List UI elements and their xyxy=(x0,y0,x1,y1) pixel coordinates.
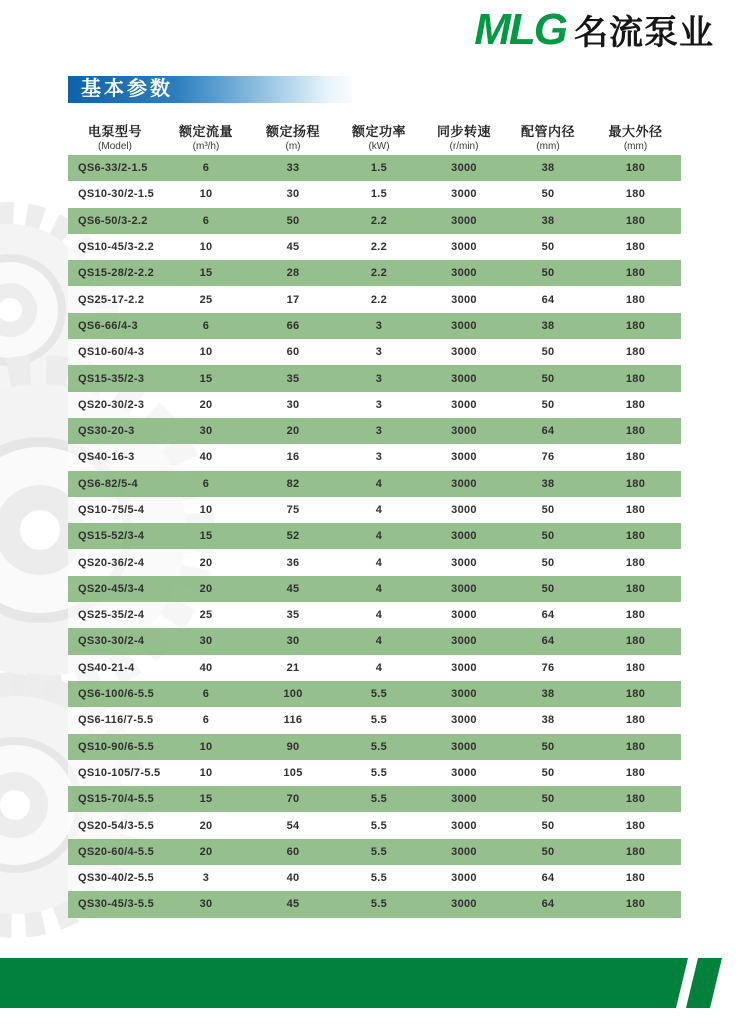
table-row xyxy=(68,734,681,760)
value-cell: 180 xyxy=(625,661,646,674)
value-cell: 30 xyxy=(286,635,300,648)
value-cell: 70 xyxy=(286,793,300,806)
value-cell: 2.2 xyxy=(370,267,388,280)
model-cell: QS10-90/6-5.5 xyxy=(78,740,155,753)
model-cell: QS6-50/3-2.2 xyxy=(78,214,148,227)
value-cell: 50 xyxy=(541,530,555,543)
value-cell: 25 xyxy=(199,293,213,306)
value-cell: 4 xyxy=(375,556,383,569)
value-cell: 15 xyxy=(199,793,213,806)
footer-band xyxy=(0,958,750,1008)
value-cell: 105 xyxy=(283,766,303,779)
value-cell: 3 xyxy=(375,372,383,385)
value-cell: 50 xyxy=(541,267,555,280)
value-cell: 1.5 xyxy=(370,188,388,201)
value-cell: 3000 xyxy=(451,319,477,332)
value-cell: 10 xyxy=(199,346,213,359)
table-row xyxy=(68,549,681,575)
model-cell: QS6-100/6-5.5 xyxy=(78,688,155,701)
value-cell: 76 xyxy=(541,661,555,674)
value-cell: 3000 xyxy=(451,845,477,858)
value-cell: 3000 xyxy=(451,714,477,727)
column-header-3 xyxy=(336,117,422,155)
table-body xyxy=(68,155,681,918)
table-row xyxy=(68,655,681,681)
column-header-label: 额定功率 xyxy=(351,123,406,139)
value-cell: 90 xyxy=(286,740,300,753)
brand-logo-mark: MLG xyxy=(474,5,566,54)
model-cell: QS15-52/3-4 xyxy=(78,530,145,543)
column-header-unit: (r/min) xyxy=(449,140,479,152)
table-row xyxy=(68,260,681,286)
table-row xyxy=(68,313,681,339)
value-cell: 17 xyxy=(286,293,300,306)
value-cell: 4 xyxy=(375,477,383,490)
table-row xyxy=(68,497,681,523)
column-header-1 xyxy=(162,117,250,155)
value-cell: 180 xyxy=(625,740,646,753)
value-cell: 35 xyxy=(286,609,300,622)
value-cell: 3000 xyxy=(451,451,477,464)
column-header-label: 最大外径 xyxy=(608,123,663,139)
value-cell: 180 xyxy=(625,214,646,227)
value-cell: 60 xyxy=(286,346,300,359)
value-cell: 3000 xyxy=(451,267,477,280)
column-header-label: 同步转速 xyxy=(436,123,491,139)
model-cell: QS40-16-3 xyxy=(78,451,135,464)
value-cell: 50 xyxy=(286,214,300,227)
value-cell: 3000 xyxy=(451,504,477,516)
model-cell: QS6-116/7-5.5 xyxy=(78,714,154,727)
value-cell: 5.5 xyxy=(370,766,388,779)
value-cell: 180 xyxy=(625,293,646,306)
value-cell: 180 xyxy=(625,162,646,175)
value-cell: 180 xyxy=(625,267,646,280)
value-cell: 50 xyxy=(541,740,555,753)
model-cell: QS10-75/5-4 xyxy=(78,504,145,516)
value-cell: 6 xyxy=(202,214,210,227)
brand-logo-company-name: 名流泵业 xyxy=(574,13,714,52)
value-cell: 3000 xyxy=(451,530,477,543)
value-cell: 5.5 xyxy=(370,819,388,832)
value-cell: 50 xyxy=(541,188,555,201)
value-cell: 4 xyxy=(375,609,383,622)
footer-slash-shape xyxy=(686,958,722,1008)
column-header-4 xyxy=(422,117,506,155)
value-cell: 15 xyxy=(199,530,213,543)
value-cell: 3000 xyxy=(451,398,477,411)
value-cell: 38 xyxy=(541,319,555,332)
value-cell: 64 xyxy=(541,293,555,306)
value-cell: 64 xyxy=(541,609,555,622)
model-cell: QS30-45/3-5.5 xyxy=(78,898,155,911)
value-cell: 2.2 xyxy=(370,214,388,227)
value-cell: 3000 xyxy=(451,214,477,227)
value-cell: 180 xyxy=(625,346,646,359)
value-cell: 116 xyxy=(283,714,303,727)
table-row xyxy=(68,891,681,917)
value-cell: 45 xyxy=(286,582,300,595)
value-cell: 50 xyxy=(541,504,555,516)
table-row xyxy=(68,628,681,654)
value-cell: 20 xyxy=(199,556,213,569)
table-row xyxy=(68,339,681,365)
value-cell: 3000 xyxy=(451,635,477,648)
model-cell: QS15-70/4-5.5 xyxy=(78,793,155,806)
value-cell: 75 xyxy=(286,504,300,516)
value-cell: 180 xyxy=(625,425,646,438)
value-cell: 6 xyxy=(202,477,210,490)
value-cell: 30 xyxy=(199,425,213,438)
value-cell: 66 xyxy=(286,319,300,332)
value-cell: 38 xyxy=(541,714,555,727)
model-cell: QS10-105/7-5.5 xyxy=(78,766,161,779)
value-cell: 38 xyxy=(541,214,555,227)
table-row xyxy=(68,707,681,733)
value-cell: 50 xyxy=(541,819,555,832)
model-cell: QS20-30/2-3 xyxy=(78,398,145,411)
value-cell: 38 xyxy=(541,688,555,701)
value-cell: 3 xyxy=(202,872,210,885)
value-cell: 52 xyxy=(286,530,300,543)
column-header-unit: (mm) xyxy=(623,140,648,152)
footer-bar-shape xyxy=(0,958,688,1008)
table-row xyxy=(68,155,681,181)
value-cell: 180 xyxy=(625,688,646,701)
model-cell: QS40-21-4 xyxy=(78,661,135,674)
value-cell: 20 xyxy=(199,819,213,832)
table-row xyxy=(68,760,681,786)
model-cell: QS6-82/5-4 xyxy=(78,477,138,490)
value-cell: 82 xyxy=(286,477,300,490)
value-cell: 3000 xyxy=(451,740,477,753)
value-cell: 3000 xyxy=(451,582,477,595)
value-cell: 3 xyxy=(375,319,383,332)
value-cell: 6 xyxy=(202,714,210,727)
value-cell: 180 xyxy=(625,504,646,516)
table-row xyxy=(68,365,681,391)
value-cell: 3000 xyxy=(451,609,477,622)
table-row xyxy=(68,471,681,497)
value-cell: 6 xyxy=(202,162,210,175)
value-cell: 50 xyxy=(541,766,555,779)
value-cell: 3000 xyxy=(451,425,477,438)
value-cell: 180 xyxy=(625,372,646,385)
value-cell: 20 xyxy=(199,398,213,411)
column-header-label: 配管内径 xyxy=(520,123,575,139)
value-cell: 16 xyxy=(286,451,300,464)
model-cell: QS6-33/2-1.5 xyxy=(78,162,148,175)
table-row xyxy=(68,444,681,470)
value-cell: 3000 xyxy=(451,293,477,306)
table-row xyxy=(68,602,681,628)
value-cell: 180 xyxy=(625,530,646,543)
value-cell: 40 xyxy=(199,661,213,674)
value-cell: 180 xyxy=(625,872,646,885)
value-cell: 3000 xyxy=(451,188,477,201)
table-row xyxy=(68,418,681,444)
model-cell: QS20-60/4-5.5 xyxy=(78,845,155,858)
value-cell: 38 xyxy=(541,162,555,175)
model-cell: QS30-30/2-4 xyxy=(78,635,145,648)
value-cell: 5.5 xyxy=(370,688,388,701)
value-cell: 3000 xyxy=(451,819,477,832)
value-cell: 180 xyxy=(625,609,646,622)
value-cell: 4 xyxy=(375,530,383,543)
brand-logo xyxy=(474,5,714,54)
value-cell: 76 xyxy=(541,451,555,464)
value-cell: 20 xyxy=(199,845,213,858)
value-cell: 50 xyxy=(541,556,555,569)
value-cell: 5.5 xyxy=(370,845,388,858)
column-header-unit: (m) xyxy=(285,140,301,152)
model-cell: QS6-66/4-3 xyxy=(78,319,138,332)
value-cell: 10 xyxy=(199,740,213,753)
value-cell: 10 xyxy=(199,188,213,201)
table-row xyxy=(68,523,681,549)
value-cell: 3000 xyxy=(451,766,477,779)
value-cell: 64 xyxy=(541,898,555,911)
value-cell: 180 xyxy=(625,819,646,832)
column-header-6 xyxy=(590,117,681,155)
value-cell: 5.5 xyxy=(370,898,388,911)
value-cell: 50 xyxy=(541,582,555,595)
value-cell: 3 xyxy=(375,451,383,464)
value-cell: 4 xyxy=(375,504,383,516)
column-header-unit: (mm) xyxy=(536,140,560,152)
value-cell: 3000 xyxy=(451,661,477,674)
value-cell: 50 xyxy=(541,346,555,359)
value-cell: 10 xyxy=(199,766,213,779)
value-cell: 20 xyxy=(286,425,300,438)
value-cell: 2.2 xyxy=(370,241,388,254)
model-cell: QS15-35/2-3 xyxy=(78,372,145,385)
value-cell: 10 xyxy=(199,504,213,516)
table-row xyxy=(68,786,681,812)
table-row xyxy=(68,681,681,707)
table-row xyxy=(68,234,681,260)
value-cell: 180 xyxy=(625,845,646,858)
value-cell: 64 xyxy=(541,872,555,885)
value-cell: 15 xyxy=(199,267,213,280)
value-cell: 30 xyxy=(286,398,300,411)
column-header-unit: (kW) xyxy=(368,140,390,152)
model-cell: QS10-60/4-3 xyxy=(78,346,145,359)
table-row xyxy=(68,865,681,891)
value-cell: 1.5 xyxy=(370,162,388,175)
value-cell: 33 xyxy=(286,162,300,175)
value-cell: 5.5 xyxy=(370,793,388,806)
model-cell: QS25-17-2.2 xyxy=(78,293,145,306)
value-cell: 45 xyxy=(286,898,300,911)
value-cell: 3 xyxy=(375,398,383,411)
value-cell: 60 xyxy=(286,845,300,858)
value-cell: 64 xyxy=(541,635,555,648)
value-cell: 15 xyxy=(199,372,213,385)
table-row xyxy=(68,286,681,312)
value-cell: 50 xyxy=(541,241,555,254)
value-cell: 3000 xyxy=(451,898,477,911)
value-cell: 180 xyxy=(625,766,646,779)
value-cell: 45 xyxy=(286,241,300,254)
value-cell: 35 xyxy=(286,372,300,385)
value-cell: 30 xyxy=(199,898,213,911)
column-header-0 xyxy=(68,117,162,155)
value-cell: 6 xyxy=(202,688,210,701)
pump-parameters-table xyxy=(68,117,681,918)
value-cell: 20 xyxy=(199,582,213,595)
value-cell: 28 xyxy=(286,267,300,280)
model-cell: QS10-30/2-1.5 xyxy=(78,188,155,201)
model-cell: QS30-40/2-5.5 xyxy=(78,872,155,885)
table-header xyxy=(68,117,681,155)
value-cell: 100 xyxy=(283,688,303,701)
value-cell: 5.5 xyxy=(370,740,388,753)
value-cell: 6 xyxy=(202,319,210,332)
value-cell: 180 xyxy=(625,451,646,464)
column-header-label: 额定流量 xyxy=(178,123,233,139)
value-cell: 180 xyxy=(625,635,646,648)
table-header-row xyxy=(68,117,681,155)
column-header-5 xyxy=(506,117,590,155)
model-cell: QS20-36/2-4 xyxy=(78,556,145,569)
column-header-2 xyxy=(250,117,336,155)
value-cell: 5.5 xyxy=(370,714,388,727)
value-cell: 4 xyxy=(375,661,383,674)
model-cell: QS20-45/3-4 xyxy=(78,582,145,595)
column-header-unit: (Model) xyxy=(98,140,132,152)
value-cell: 3000 xyxy=(451,688,477,701)
section-title-bar xyxy=(68,76,352,103)
model-cell: QS30-20-3 xyxy=(78,425,135,438)
model-cell: QS10-45/3-2.2 xyxy=(78,241,155,254)
value-cell: 50 xyxy=(541,372,555,385)
value-cell: 5.5 xyxy=(370,872,388,885)
value-cell: 21 xyxy=(286,661,300,674)
value-cell: 2.2 xyxy=(370,293,388,306)
value-cell: 40 xyxy=(199,451,213,464)
value-cell: 50 xyxy=(541,398,555,411)
value-cell: 180 xyxy=(625,477,646,490)
table-row xyxy=(68,208,681,234)
value-cell: 4 xyxy=(375,582,383,595)
value-cell: 3000 xyxy=(451,556,477,569)
value-cell: 3000 xyxy=(451,162,477,175)
value-cell: 180 xyxy=(625,398,646,411)
value-cell: 180 xyxy=(625,898,646,911)
value-cell: 3000 xyxy=(451,346,477,359)
column-header-label: 电泵型号 xyxy=(87,123,142,139)
value-cell: 180 xyxy=(625,319,646,332)
section-title: 基本参数 xyxy=(81,78,173,100)
table-row xyxy=(68,392,681,418)
table-row xyxy=(68,181,681,207)
value-cell: 180 xyxy=(625,241,646,254)
value-cell: 3000 xyxy=(451,793,477,806)
value-cell: 54 xyxy=(286,819,300,832)
value-cell: 3000 xyxy=(451,477,477,490)
value-cell: 64 xyxy=(541,425,555,438)
value-cell: 3 xyxy=(375,425,383,438)
value-cell: 36 xyxy=(286,556,300,569)
table-row xyxy=(68,812,681,838)
value-cell: 30 xyxy=(286,188,300,201)
model-cell: QS20-54/3-5.5 xyxy=(78,819,155,832)
model-cell: QS15-28/2-2.2 xyxy=(78,267,155,280)
value-cell: 180 xyxy=(625,714,646,727)
value-cell: 30 xyxy=(199,635,213,648)
value-cell: 25 xyxy=(199,609,213,622)
table-row xyxy=(68,576,681,602)
value-cell: 180 xyxy=(625,556,646,569)
table-row xyxy=(68,839,681,865)
column-header-label: 额定扬程 xyxy=(265,123,320,139)
value-cell: 50 xyxy=(541,793,555,806)
value-cell: 3 xyxy=(375,346,383,359)
value-cell: 40 xyxy=(286,872,300,885)
value-cell: 3000 xyxy=(451,872,477,885)
value-cell: 4 xyxy=(375,635,383,648)
value-cell: 38 xyxy=(541,477,555,490)
value-cell: 50 xyxy=(541,845,555,858)
value-cell: 3000 xyxy=(451,241,477,254)
value-cell: 180 xyxy=(625,793,646,806)
value-cell: 10 xyxy=(199,241,213,254)
value-cell: 180 xyxy=(625,582,646,595)
model-cell: QS25-35/2-4 xyxy=(78,609,145,622)
value-cell: 180 xyxy=(625,188,646,201)
value-cell: 3000 xyxy=(451,372,477,385)
column-header-unit: (m³/h) xyxy=(192,140,220,152)
